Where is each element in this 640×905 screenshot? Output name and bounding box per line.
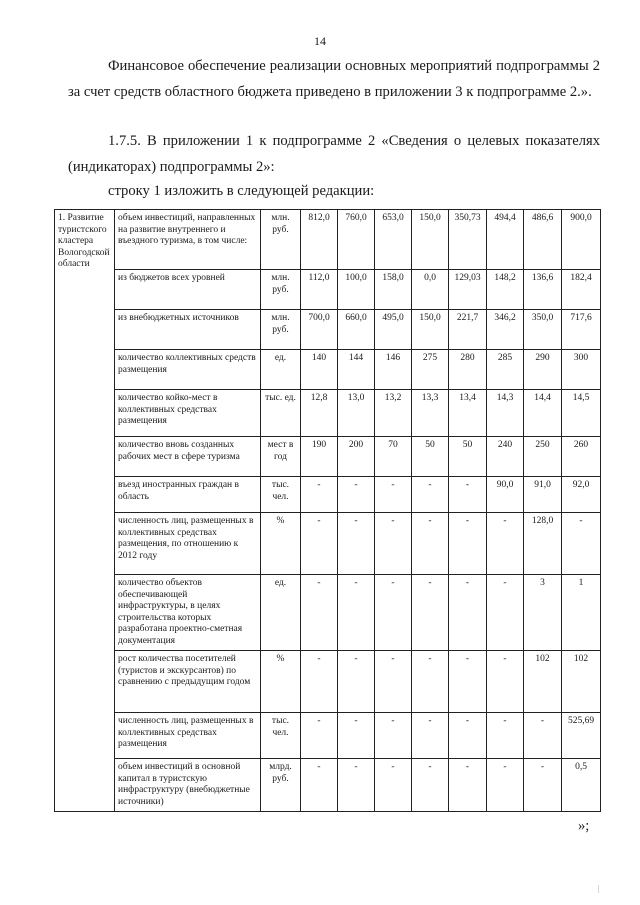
indicator-value-cell: - bbox=[301, 651, 338, 713]
indicator-value-cell: 3 bbox=[524, 575, 562, 651]
indicator-value-cell: - bbox=[375, 713, 412, 759]
indicator-value-cell: - bbox=[487, 651, 524, 713]
indicator-value-cell: 146 bbox=[375, 350, 412, 390]
indicator-unit-cell: млн. руб. bbox=[261, 210, 301, 270]
indicator-value-cell: - bbox=[412, 513, 449, 575]
page-mark: | bbox=[598, 884, 600, 893]
indicator-value-cell: 494,4 bbox=[487, 210, 524, 270]
indicator-value-cell: 285 bbox=[487, 350, 524, 390]
indicator-name-cell: из бюджетов всех уровней bbox=[115, 270, 261, 310]
indicator-name-cell: численность лиц, размещенных в коллективных средствах размещения bbox=[115, 713, 261, 759]
indicator-value-cell: 91,0 bbox=[524, 477, 562, 513]
indicator-value-cell: - bbox=[562, 513, 601, 575]
indicator-value-cell: - bbox=[412, 713, 449, 759]
indicator-value-cell: 812,0 bbox=[301, 210, 338, 270]
indicator-value-cell: - bbox=[338, 477, 375, 513]
indicator-value-cell: 182,4 bbox=[562, 270, 601, 310]
table-row bbox=[55, 310, 601, 350]
indicator-value-cell: 150,0 bbox=[412, 210, 449, 270]
indicator-value-cell: 200 bbox=[338, 437, 375, 477]
indicator-value-cell: 486,6 bbox=[524, 210, 562, 270]
indicator-value-cell: 350,73 bbox=[449, 210, 487, 270]
indicator-value-cell: - bbox=[301, 575, 338, 651]
indicator-value-cell: - bbox=[301, 759, 338, 812]
indicator-value-cell: - bbox=[338, 575, 375, 651]
indicator-value-cell: - bbox=[449, 651, 487, 713]
indicator-value-cell: 275 bbox=[412, 350, 449, 390]
indicator-value-cell: - bbox=[487, 759, 524, 812]
indicator-value-cell: - bbox=[449, 713, 487, 759]
indicator-value-cell: - bbox=[449, 575, 487, 651]
indicator-name-cell: въезд иностранных граждан в область bbox=[115, 477, 261, 513]
indicator-value-cell: 221,7 bbox=[449, 310, 487, 350]
table-row bbox=[55, 575, 601, 651]
indicator-value-cell: 148,2 bbox=[487, 270, 524, 310]
indicator-value-cell: 350,0 bbox=[524, 310, 562, 350]
indicator-value-cell: 260 bbox=[562, 437, 601, 477]
indicator-value-cell: 14,5 bbox=[562, 390, 601, 437]
indicator-value-cell: 144 bbox=[338, 350, 375, 390]
indicator-value-cell: - bbox=[412, 477, 449, 513]
indicator-value-cell: - bbox=[412, 575, 449, 651]
indicator-value-cell: 250 bbox=[524, 437, 562, 477]
indicator-value-cell: 90,0 bbox=[487, 477, 524, 513]
indicator-value-cell: 92,0 bbox=[562, 477, 601, 513]
indicator-value-cell: 0,0 bbox=[412, 270, 449, 310]
indicator-value-cell: 653,0 bbox=[375, 210, 412, 270]
indicator-value-cell: 128,0 bbox=[524, 513, 562, 575]
indicator-unit-cell: тыс. ед. bbox=[261, 390, 301, 437]
indicator-value-cell: 112,0 bbox=[301, 270, 338, 310]
indicator-value-cell: 50 bbox=[412, 437, 449, 477]
indicator-value-cell: 102 bbox=[562, 651, 601, 713]
indicator-value-cell: 525,69 bbox=[562, 713, 601, 759]
indicator-value-cell: 12,8 bbox=[301, 390, 338, 437]
indicator-value-cell: 700,0 bbox=[301, 310, 338, 350]
indicator-value-cell: 70 bbox=[375, 437, 412, 477]
indicator-value-cell: 13,3 bbox=[412, 390, 449, 437]
indicator-value-cell: 0,5 bbox=[562, 759, 601, 812]
indicator-value-cell: 717,6 bbox=[562, 310, 601, 350]
indicator-value-cell: 660,0 bbox=[338, 310, 375, 350]
indicator-name-cell: численность лиц, размещенных в коллективных средствах размещения, по отношению к 2012 году bbox=[115, 513, 261, 575]
indicator-value-cell: - bbox=[375, 513, 412, 575]
indicator-value-cell: - bbox=[449, 759, 487, 812]
indicator-name-cell: количество койко-мест в коллективных средствах размещения bbox=[115, 390, 261, 437]
indicator-name-cell: количество коллективных средств размещения bbox=[115, 350, 261, 390]
indicator-value-cell: 14,4 bbox=[524, 390, 562, 437]
indicator-value-cell: - bbox=[338, 513, 375, 575]
indicators-table-body bbox=[55, 210, 601, 812]
table-row bbox=[55, 390, 601, 437]
indicator-value-cell: 102 bbox=[524, 651, 562, 713]
table-row bbox=[55, 759, 601, 812]
indicator-unit-cell: % bbox=[261, 513, 301, 575]
indicator-value-cell: 495,0 bbox=[375, 310, 412, 350]
indicator-value-cell: - bbox=[449, 513, 487, 575]
indicator-value-cell: 13,2 bbox=[375, 390, 412, 437]
indicator-value-cell: - bbox=[412, 759, 449, 812]
indicator-unit-cell: % bbox=[261, 651, 301, 713]
indicator-unit-cell: мест в год bbox=[261, 437, 301, 477]
indicator-value-cell: 1 bbox=[562, 575, 601, 651]
indicator-value-cell: 346,2 bbox=[487, 310, 524, 350]
paragraph-financing: Финансовое обеспечение реализации основных мероприятий подпрограммы 2 за счет средств областного бюджета приведено в приложении 3 к подпрограмме 2.». bbox=[68, 58, 600, 100]
table-row bbox=[55, 210, 601, 270]
indicator-unit-cell: ед. bbox=[261, 575, 301, 651]
indicator-value-cell: 140 bbox=[301, 350, 338, 390]
table-row bbox=[55, 651, 601, 713]
indicator-value-cell: - bbox=[375, 651, 412, 713]
indicator-value-cell: 900,0 bbox=[562, 210, 601, 270]
table-row bbox=[55, 270, 601, 310]
table-row bbox=[55, 713, 601, 759]
indicator-value-cell: 13,4 bbox=[449, 390, 487, 437]
indicator-value-cell: 190 bbox=[301, 437, 338, 477]
indicator-unit-cell: млн. руб. bbox=[261, 310, 301, 350]
indicator-value-cell: - bbox=[524, 759, 562, 812]
indicator-unit-cell: млрд. руб. bbox=[261, 759, 301, 812]
indicator-value-cell: - bbox=[375, 477, 412, 513]
table-row bbox=[55, 513, 601, 575]
indicator-value-cell: - bbox=[338, 759, 375, 812]
indicator-value-cell: 129,03 bbox=[449, 270, 487, 310]
indicator-value-cell: 14,3 bbox=[487, 390, 524, 437]
closing-quote: »; bbox=[578, 818, 590, 834]
indicator-unit-cell: млн. руб. bbox=[261, 270, 301, 310]
indicator-value-cell: - bbox=[375, 759, 412, 812]
indicator-value-cell: 760,0 bbox=[338, 210, 375, 270]
indicator-name-cell: рост количества посетителей (туристов и экскурсантов) по сравнению с предыдущим годом bbox=[115, 651, 261, 713]
page-number: 14 bbox=[314, 34, 326, 48]
indicator-value-cell: - bbox=[301, 713, 338, 759]
indicator-value-cell: 100,0 bbox=[338, 270, 375, 310]
indicator-value-cell: 136,6 bbox=[524, 270, 562, 310]
table-row bbox=[55, 477, 601, 513]
indicator-value-cell: 158,0 bbox=[375, 270, 412, 310]
indicator-value-cell: - bbox=[375, 575, 412, 651]
indicator-value-cell: 50 bbox=[449, 437, 487, 477]
indicator-value-cell: - bbox=[301, 513, 338, 575]
indicator-value-cell: 300 bbox=[562, 350, 601, 390]
indicator-value-cell: 290 bbox=[524, 350, 562, 390]
table-row bbox=[55, 437, 601, 477]
indicator-value-cell: - bbox=[301, 477, 338, 513]
indicator-name-cell: объем инвестиций в основной капитал в туристскую инфраструктуру (внебюджетные источники) bbox=[115, 759, 261, 812]
indicator-value-cell: - bbox=[412, 651, 449, 713]
indicator-unit-cell: ед. bbox=[261, 350, 301, 390]
indicator-unit-cell: тыс. чел. bbox=[261, 713, 301, 759]
indicator-value-cell: - bbox=[524, 713, 562, 759]
indicator-name-cell: количество вновь созданных рабочих мест в сфере туризма bbox=[115, 437, 261, 477]
indicator-value-cell: - bbox=[338, 713, 375, 759]
indicator-value-cell: - bbox=[449, 477, 487, 513]
indicator-value-cell: 280 bbox=[449, 350, 487, 390]
indicator-value-cell: - bbox=[487, 513, 524, 575]
table-row bbox=[55, 350, 601, 390]
indicators-table bbox=[54, 209, 601, 812]
indicator-name-cell: из внебюджетных источников bbox=[115, 310, 261, 350]
indicator-value-cell: 150,0 bbox=[412, 310, 449, 350]
paragraph-amendment: 1.7.5. В приложении 1 к подпрограмме 2 «Сведения о целевых показателях (индикаторах) подпрограммы 2»: bbox=[68, 133, 600, 175]
indicator-value-cell: - bbox=[338, 651, 375, 713]
subprogram-name-cell: 1. Развитие туристского кластера Вологодской области bbox=[55, 210, 115, 812]
indicator-name-cell: объем инвестиций, направленных на развитие внутреннего и въездного туризма, в том числе: bbox=[115, 210, 261, 270]
indicator-value-cell: - bbox=[487, 575, 524, 651]
indicator-value-cell: 13,0 bbox=[338, 390, 375, 437]
indicator-value-cell: 240 bbox=[487, 437, 524, 477]
paragraph-row-instruction: строку 1 изложить в следующей редакции: bbox=[108, 183, 375, 199]
indicator-unit-cell: тыс. чел. bbox=[261, 477, 301, 513]
indicator-name-cell: количество объектов обеспечивающей инфраструктуры, в целях строительства которых разработана проектно-сметная документация bbox=[115, 575, 261, 651]
indicator-value-cell: - bbox=[487, 713, 524, 759]
